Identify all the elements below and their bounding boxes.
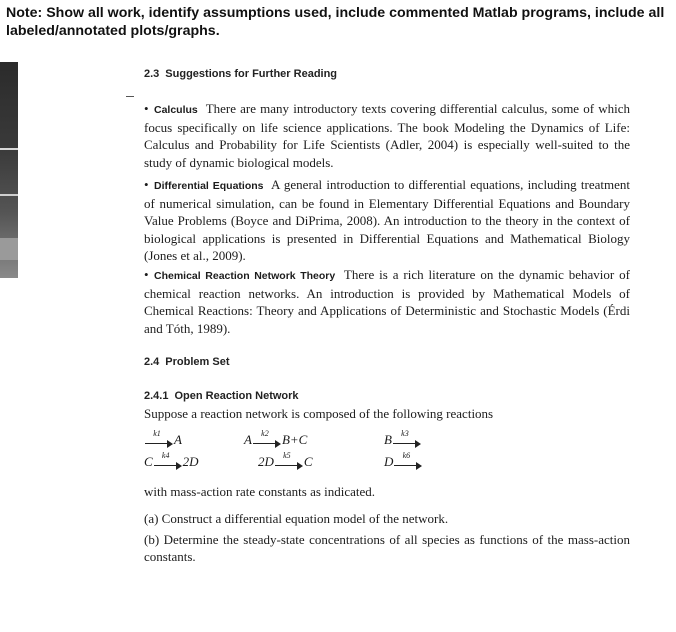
reaction-4 — [144, 452, 199, 470]
reactant: D — [384, 454, 394, 469]
subsection-title: Open Reaction Network — [174, 390, 299, 402]
reaction-arrow — [275, 451, 303, 470]
reactant: B — [384, 432, 392, 447]
reaction-arrow — [145, 429, 173, 448]
reaction-arrow — [154, 451, 182, 470]
problem-intro: Suppose a reaction network is composed of the following reactions — [144, 406, 494, 421]
subsection-heading — [144, 390, 299, 402]
reading-text: A general introduction to differential equations, including treatment of numerical simulation, can be found in Elementary Differential Equations and Boundary Value Problems (Boyce and DiPrima, 2008). An introduction to the theory in the context of biological applications is presented in Differential Equations and Mathematical Biology (Jones et al., 2009). — [144, 177, 630, 263]
reading-item-crnt — [144, 266, 630, 337]
reaction-arrow — [394, 451, 422, 470]
bullet-icon: • — [144, 267, 149, 282]
section-title: Suggestions for Further Reading — [165, 68, 338, 80]
problem-set-heading — [144, 356, 229, 368]
product: C — [303, 454, 313, 469]
reading-text: There are many introductory texts covering differential calculus, some of which focus specifically on life science applications. The book Modeling the Dynamics of Life: Calculus and Probability for Life Scientists (Adler, 2004) is especially well-suited to the study of dynamic biological models. — [144, 101, 630, 170]
reading-item-differential-equations — [144, 176, 630, 264]
reading-text: There is a rich literature on the dynamic behavior of chemical reaction networks. An introduction is provided by Mathematical Models of Chemical Reactions: Theory and Applications of Deterministic and Stochastic Models (Érdi and Tóth, 1989). — [144, 267, 630, 336]
assignment-note: Note: Show all work, identify assumptions used, include commented Matlab programs, include all labeled/annotated plots/graphs. — [6, 5, 665, 39]
reactant: 2D — [258, 454, 274, 469]
section-heading — [144, 68, 337, 80]
reactant: C — [144, 454, 153, 469]
reaction-5 — [258, 452, 313, 470]
bullet-icon: • — [144, 177, 149, 192]
rate-constant: k4 — [161, 451, 170, 460]
reaction-6 — [384, 452, 423, 470]
reaction-2 — [244, 430, 307, 448]
subsection-number: 2.4.1 — [144, 390, 169, 402]
reactant: A — [244, 432, 252, 447]
reading-item-calculus — [144, 100, 630, 171]
reading-term: Chemical Reaction Network Theory — [154, 270, 336, 282]
rate-constant: k6 — [402, 451, 411, 460]
product: A — [174, 432, 182, 447]
scan-edge-shadow — [0, 62, 18, 278]
reaction-arrow — [253, 429, 281, 448]
rate-constant: k2 — [261, 429, 269, 438]
problem-part-a: (a) Construct a differential equation model of the network. — [144, 511, 449, 526]
bullet-icon: • — [144, 101, 149, 116]
problem-part-b: (b) Determine the steady-state concentrations of all species as functions of the mass-action constants. — [144, 532, 630, 565]
rate-constant: k5 — [283, 451, 291, 460]
rate-constant: k3 — [401, 429, 409, 438]
product: B+C — [281, 432, 308, 447]
section-number: 2.3 — [144, 68, 160, 80]
reading-term: Differential Equations — [154, 180, 264, 192]
reading-term: Calculus — [154, 104, 198, 116]
problem-set-title: Problem Set — [165, 356, 230, 368]
margin-mark — [126, 96, 134, 97]
rate-constant: k1 — [153, 429, 161, 438]
product: 2D — [182, 454, 199, 469]
reaction-arrow — [393, 429, 421, 448]
problem-closing: with mass-action rate constants as indicated. — [144, 484, 376, 499]
reaction-1 — [144, 430, 182, 448]
reaction-3 — [384, 430, 422, 448]
problem-set-number: 2.4 — [144, 356, 160, 368]
